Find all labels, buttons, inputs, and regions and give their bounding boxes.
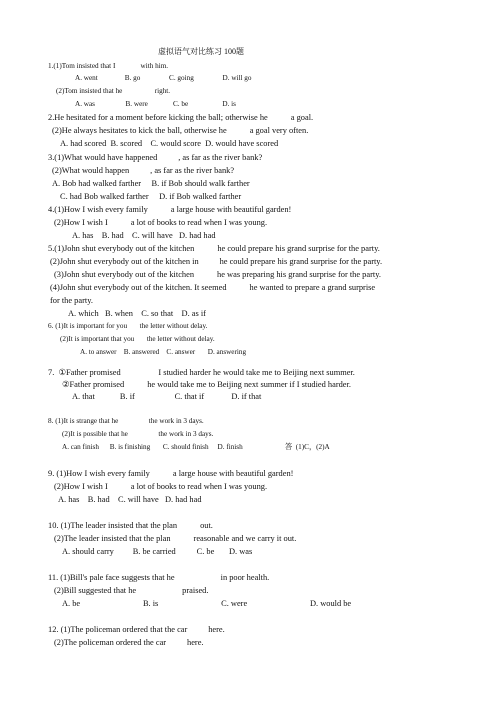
q6-options: A. to answer B. answered C. answer D. answering	[80, 348, 247, 356]
q2-options: A. had scored B. scored C. would score D. would have scored	[60, 139, 279, 148]
q10-part1: 10. (1)The leader insisted that the plan out.	[48, 521, 213, 530]
q4-options: A. has B. had C. will have D. had had	[72, 231, 216, 240]
q11-options: A. be B. is C. were D. would be	[62, 599, 352, 608]
q2-part2: (2)He always hesitates to kick the ball, otherwise he a goal very often.	[52, 126, 309, 135]
q4-part1: 4.(1)How I wish every family a large house with beautiful garden!	[48, 205, 292, 214]
q8-options: A. can finish B. is finishing C. should finish D. finish	[62, 443, 243, 451]
q5-part3: (3)John shut everybody out of the kitchen he was preparing his grand surprise for the party.	[54, 270, 381, 279]
q8-part2: (2)It is possible that he the work in 3 days.	[62, 430, 214, 438]
q12-part2: (2)The policeman ordered the car here.	[54, 638, 204, 647]
q1-options-a: A. went B. go C. going D. will go	[75, 74, 252, 82]
q6-part1: 6. (1)It is important for you the letter without delay.	[48, 322, 208, 330]
q8-answer-note: 答 (1)C，(2)A	[285, 443, 330, 451]
q3-part2: (2)What would happen , as far as the river bank?	[52, 166, 235, 175]
q10-part2: (2)The leader insisted that the plan reasonable and we carry it out.	[54, 534, 297, 543]
q5-part1: 5.(1)John shut everybody out of the kitchen he could prepare his grand surprise for the party.	[48, 244, 380, 253]
q3-options-ab: A. Bob had walked farther B. if Bob should walk farther	[52, 179, 250, 188]
q1-part1: 1.(1)Tom insisted that I with him.	[48, 62, 169, 70]
q5-options: A. which B. when C. so that D. as if	[68, 309, 206, 318]
q5-part4-cont: for the party.	[50, 296, 93, 305]
q3-options-cd: C. had Bob walked farther D. if Bob walked farther	[60, 192, 242, 201]
q1-options-b: A. was B. were C. be D. is	[75, 100, 236, 108]
q7-part2: ②Father promised he would take me to Beijing next summer if I studied harder.	[62, 380, 351, 389]
q7-options: A. that B. if C. that if D. if that	[72, 392, 262, 401]
q9-part2: (2)How I wish I a lot of books to read when I was young.	[54, 482, 268, 491]
q1-part2: (2)Tom insisted that he right.	[56, 87, 171, 95]
q4-part2: (2)How I wish I a lot of books to read when I was young.	[54, 218, 268, 227]
q6-part2: (2)It is important that you the letter without delay.	[60, 335, 215, 343]
q12-part1: 12. (1)The policeman ordered that the car here.	[48, 625, 225, 634]
q11-part2: (2)Bill suggested that he praised.	[54, 586, 209, 595]
q2-part1: 2.He hesitated for a moment before kicking the ball; otherwise he a goal.	[48, 113, 314, 122]
q7-part1: 7. ①Father promised I studied harder he would take me to Beijing next summer.	[48, 368, 355, 377]
q9-options: A. has B. had C. will have D. had had	[58, 495, 202, 504]
q8-part1: 8. (1)It is strange that he the work in 3 days.	[48, 417, 204, 425]
q5-part4: (4)John shut everybody out of the kitchen. It seemed he wanted to prepare a grand surprise	[50, 283, 376, 292]
q9-part1: 9. (1)How I wish every family a large house with beautiful garden!	[48, 469, 294, 478]
q11-part1: 11. (1)Bill's pale face suggests that he in poor health.	[48, 573, 270, 582]
q10-options: A. should carry B. be carried C. be D. was	[62, 547, 253, 556]
document-title: 虚拟语气对比练习 100题	[158, 47, 244, 56]
q5-part2: (2)John shut everybody out of the kitchen in he could prepare his grand surprise for the party.	[50, 257, 383, 266]
q3-part1: 3.(1)What would have happened , as far as the river bank?	[48, 153, 263, 162]
